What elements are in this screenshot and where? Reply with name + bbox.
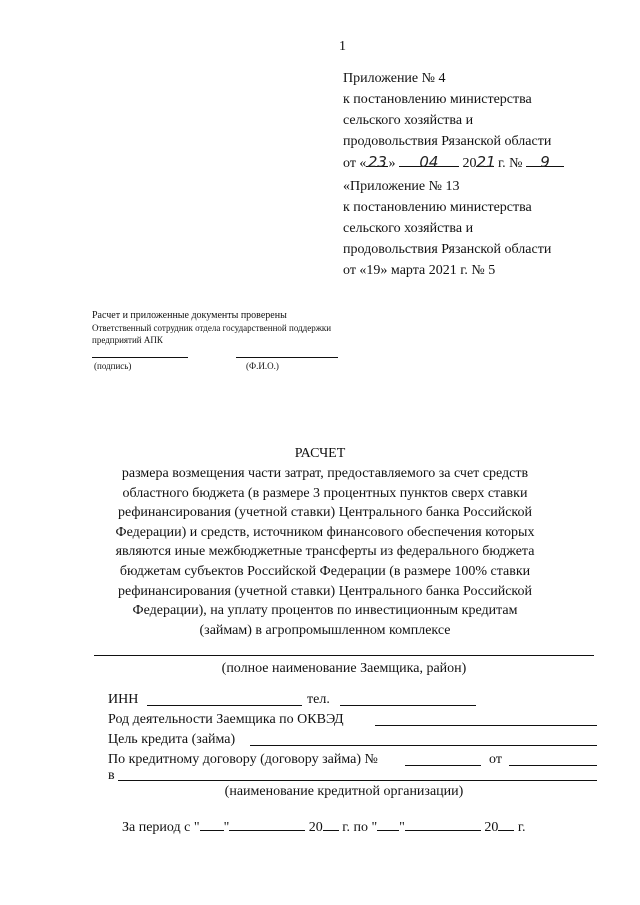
- number-handwritten: 9: [540, 153, 550, 171]
- purpose-label: Цель кредита (займа): [108, 732, 236, 747]
- appendix-13-line: продовольствия Рязанской области: [343, 242, 552, 257]
- period-start-day-field: [200, 816, 224, 831]
- signature-caption: (подпись): [94, 361, 132, 371]
- subtitle-line: размера возмещения части затрат, предоставляемого за счет средств: [121, 466, 529, 481]
- period-end-label: г.: [517, 820, 526, 835]
- contract-number-line: [405, 765, 481, 766]
- date-month-handwritten: 04: [419, 153, 439, 171]
- subtitle-line: областного бюджета (в размере 3 процентных пунктов сверх ставки: [122, 485, 528, 501]
- period-end-day-field: [377, 816, 399, 831]
- period-label: За период с: [122, 820, 191, 835]
- document-subtitle: [80, 464, 570, 640]
- appendix-13-date: от «19» марта 2021 г. № 5: [343, 263, 496, 278]
- appendix-4-title: Приложение № 4: [343, 71, 446, 86]
- okved-label: Род деятельности Заемщика по ОКВЭД: [108, 712, 344, 727]
- verification-line: Ответственный сотрудник отдела государственной поддержки: [92, 323, 332, 333]
- name-line: [236, 357, 338, 358]
- contract-from-label: от: [489, 752, 502, 767]
- date-day-handwritten: 23: [367, 153, 387, 171]
- name-caption: (Ф.И.О.): [246, 361, 279, 371]
- borrower-caption: (полное наименование Заемщика, район): [221, 661, 467, 676]
- phone-field-line: [340, 705, 476, 706]
- appendix-13-block: [343, 176, 623, 281]
- subtitle-line: Федерации), на уплату процентов по инвестиционным кредитам: [132, 603, 518, 619]
- appendix-13-line: к постановлению министерства: [343, 200, 532, 215]
- borrower-name-line: [94, 655, 594, 656]
- appendix-4-line: к постановлению министерства: [343, 92, 532, 107]
- appendix-4-date-line: [343, 152, 623, 174]
- date-year-prefix: 20: [462, 156, 477, 171]
- date-prefix: от «: [343, 156, 367, 171]
- page-number: 1: [339, 39, 346, 54]
- quote-open: ": [193, 820, 200, 835]
- date-mid: »: [388, 156, 399, 171]
- okved-field-line: [375, 725, 597, 726]
- appendix-13-line: сельского хозяйства и: [343, 221, 474, 236]
- subtitle-line: рефинансирования (учетной ставки) Центрального банка Российской: [117, 505, 533, 521]
- phone-label: тел.: [307, 692, 330, 707]
- verification-block: [92, 310, 412, 346]
- inn-field-line: [147, 705, 302, 706]
- document-title: РАСЧЕТ: [294, 446, 346, 461]
- purpose-field-line: [250, 745, 597, 746]
- bank-caption: (наименование кредитной организации): [224, 784, 464, 799]
- appendix-4-line: продовольствия Рязанской области: [343, 134, 552, 149]
- period-end-month-field: [405, 816, 481, 831]
- number-label: г. №: [497, 156, 523, 171]
- inn-label: ИНН: [108, 692, 139, 707]
- quote-close: ": [399, 820, 405, 835]
- appendix-4-block: [343, 68, 623, 174]
- period-end-year-field: [498, 816, 514, 831]
- bank-in-label: в: [108, 768, 115, 783]
- contract-date-line: [509, 765, 597, 766]
- quote-close: ": [223, 820, 230, 835]
- period-row: [122, 816, 526, 838]
- period-start-year-prefix: 20: [308, 820, 323, 835]
- contract-label: По кредитному договору (договору займа) №: [108, 752, 378, 767]
- period-start-month-field: [229, 816, 305, 831]
- period-to-label: г. по: [342, 820, 368, 835]
- date-year-handwritten: 21: [476, 153, 496, 171]
- signature-line: [92, 357, 188, 358]
- period-end-year-prefix: 20: [484, 820, 499, 835]
- subtitle-line: рефинансирования (учетной ставки) Центрального банка Российской: [117, 583, 533, 599]
- verification-line: Расчет и приложенные документы проверены: [92, 310, 287, 321]
- appendix-4-line: сельского хозяйства и: [343, 113, 474, 128]
- subtitle-line: бюджетам субъектов Российской Федерации (в размере 100% ставки: [119, 563, 531, 579]
- appendix-13-title: «Приложение № 13: [343, 179, 460, 194]
- quote-open: ": [371, 820, 378, 835]
- subtitle-line: (займам) в агропромышленном комплексе: [199, 622, 451, 638]
- subtitle-line: Федерации) и средств, источником финансового обеспечения которых: [115, 524, 535, 540]
- subtitle-line: являются иные межбюджетные трансферты из федерального бюджета: [115, 544, 535, 560]
- period-start-year-field: [323, 816, 339, 831]
- verification-line: предприятий АПК: [92, 335, 163, 345]
